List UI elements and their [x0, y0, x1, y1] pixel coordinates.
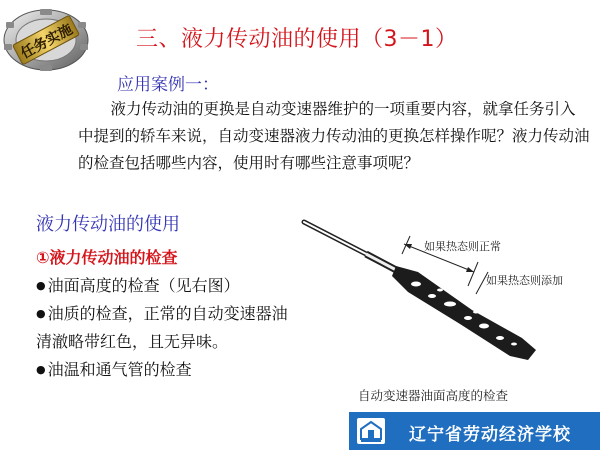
footer-bar [349, 412, 600, 450]
school-name: 辽宁省劳动经济学校 [409, 425, 571, 445]
list-item-level-text: 油面高度的检查（见右图） [47, 276, 240, 295]
list-item-temp [36, 356, 298, 384]
school-logo-icon [356, 417, 386, 445]
figure-caption: 自动变速器油面高度的检查 [358, 388, 509, 403]
slide-title: 三、液力传动油的使用（3－1） [136, 27, 458, 52]
list-item-quality [36, 300, 298, 356]
list-item-quality-text: 油质的检查，正常的自动变速器油清澈略带红色，且无异味。 [36, 304, 288, 351]
task-badge [0, 0, 92, 76]
badge-text: 任务实施 [18, 21, 76, 62]
case-heading: 应用案例一： [117, 75, 219, 95]
label-hot-normal: 如果热态则正常 [424, 240, 501, 253]
dipstick-figure [300, 214, 600, 374]
usage-list [36, 244, 298, 384]
list-item-check: ①液力传动油的检查 [36, 248, 178, 267]
case-body [78, 96, 590, 177]
list-item-level [36, 272, 298, 300]
label-hot-add: 如果热态则添加 [486, 274, 563, 287]
list-item-temp-text: 油温和通气管的检查 [47, 360, 192, 379]
section-heading: 液力传动油的使用 [36, 214, 180, 235]
case-paragraph: 液力传动油的更换是自动变速器维护的一项重要内容，就拿任务引入中提到的轿车来说，自动变速器液力传动油的更换怎样操作呢？液力传动油的检查包括哪些内容，使用时有哪些注意事项呢？ [78, 100, 590, 172]
